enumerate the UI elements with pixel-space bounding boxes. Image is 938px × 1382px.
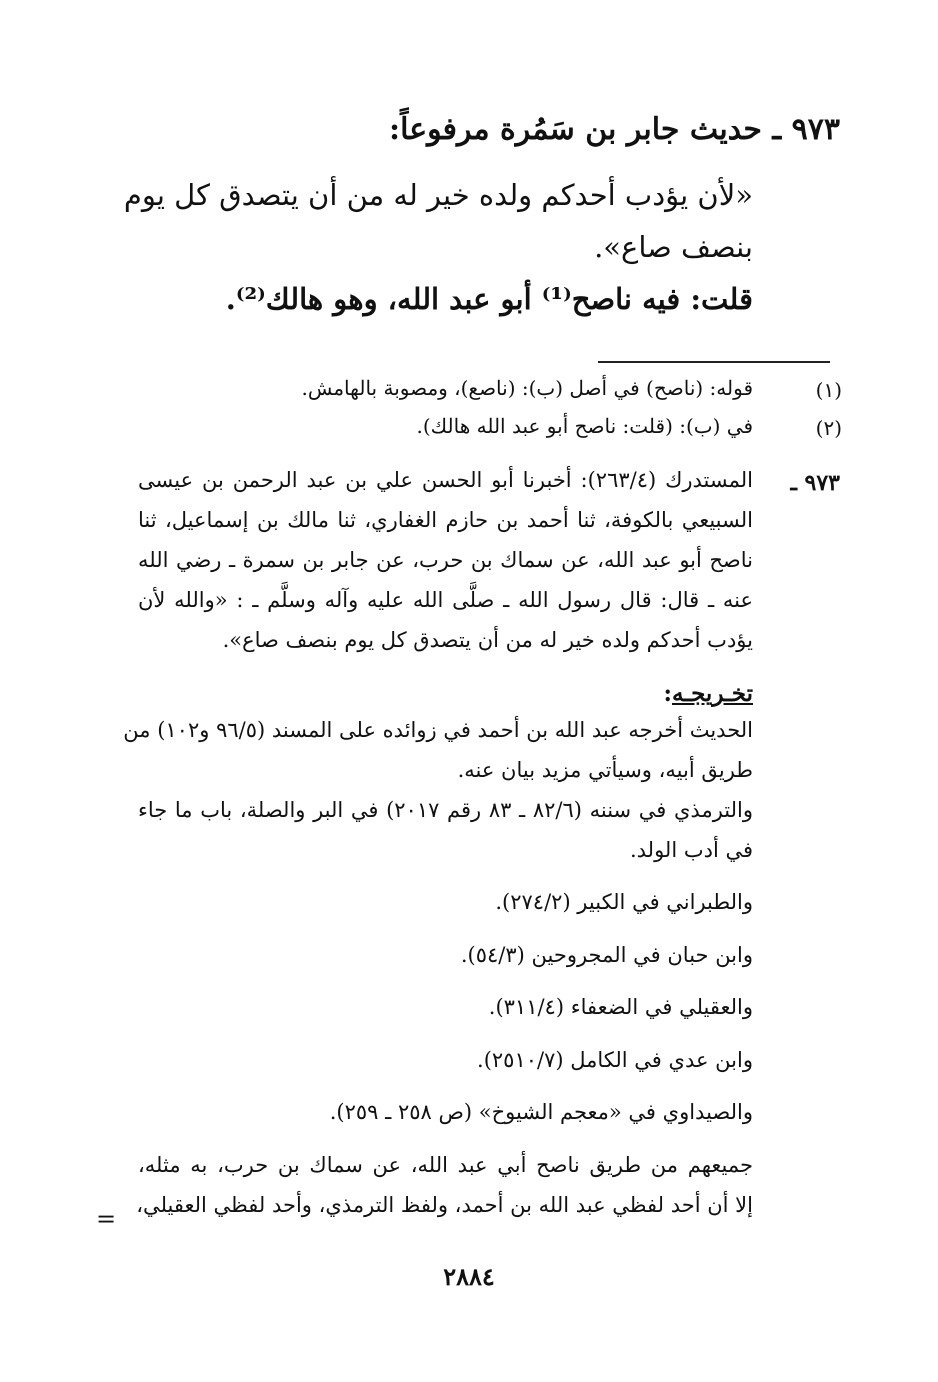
takhrij-line-4: في أدب الولد. xyxy=(629,838,753,862)
takhrij-line-8: وابن عدي في الكامل (٢٥١٠/٧). xyxy=(477,1048,753,1072)
takhrij-heading-colon: : xyxy=(663,680,672,707)
takhrij-line-3: والترمذي في سننه (٨٢/٦ ـ ٨٣ رقم ٢٠١٧) في البر والصلة، باب ما جاء xyxy=(138,798,753,822)
footnote-separator xyxy=(598,361,830,363)
hadith-comment: قلت: فيه ناصح⁽¹⁾ أبو عبد الله، وهو هالك⁽²⁾. xyxy=(225,282,753,316)
takhrij-line-5: والطبراني في الكبير (٢٧٤/٢). xyxy=(495,890,753,914)
takhrij-line-2: طريق أبيه، وسيأتي مزيد بيان عنه. xyxy=(457,758,753,782)
takhrij-line-10: جميعهم من طريق ناصح أبي عبد الله، عن سماك بن حرب، به مثله، xyxy=(138,1153,753,1177)
mustadrak-line-4: عنه ـ قال: قال رسول الله ـ صلَّى الله عليه وآله وسلَّم ـ : «والله لأن xyxy=(138,588,753,612)
takhrij-heading-text: تخـريجـه xyxy=(672,680,753,707)
takhrij-line-9: والصيداوي في «معجم الشيوخ» (ص ٢٥٨ ـ ٢٥٩). xyxy=(329,1100,753,1124)
mustadrak-number: ٩٧٣ ـ xyxy=(790,470,840,496)
takhrij-line-7: والعقيلي في الضعفاء (٣١١/٤). xyxy=(488,995,753,1019)
hadith-heading: ٩٧٣ ـ حديث جابر بن سَمُرة مرفوعاً: xyxy=(389,112,840,147)
footnote-1-number: (١) xyxy=(815,378,842,402)
hadith-text-line-1: «لأن يؤدب أحدكم ولده خير له من أن يتصدق كل يوم xyxy=(123,178,753,212)
takhrij-line-11: إلا أن أحد لفظي عبد الله بن أحمد، ولفظ الترمذي، وأحد لفظي العقيلي، xyxy=(136,1193,753,1217)
page-number: ٢٨٨٤ xyxy=(443,1262,495,1291)
mustadrak-line-3: ناصح أبو عبد الله، عن سماك بن حرب، عن جابر بن سمرة ـ رضي الله xyxy=(138,548,753,572)
mustadrak-line-2: السبيعي بالكوفة، ثنا أحمد بن حازم الغفاري، ثنا مالك بن إسماعيل، ثنا xyxy=(138,508,753,532)
takhrij-heading xyxy=(664,680,754,707)
continuation-mark: = xyxy=(96,1205,117,1233)
footnote-2-number: (٢) xyxy=(815,416,842,440)
mustadrak-line-1: المستدرك (٢٦٣/٤): أخبرنا أبو الحسن علي بن عبد الرحمن بن عيسى xyxy=(138,468,753,492)
footnote-1-text: قوله: (ناصح) في أصل (ب): (ناصع)، ومصوبة بالهامش. xyxy=(301,376,753,400)
takhrij-line-1: الحديث أخرجه عبد الله بن أحمد في زوائده على المسند (٩٦/٥ و١٠٢) من xyxy=(123,718,753,742)
mustadrak-line-5: يؤدب أحدكم ولده خير له من أن يتصدق كل يوم بنصف صاع». xyxy=(222,628,753,652)
hadith-text-line-2: بنصف صاع». xyxy=(594,230,753,264)
takhrij-line-6: وابن حبان في المجروحين (٥٤/٣). xyxy=(460,943,753,967)
footnote-2-text: في (ب): (قلت: ناصح أبو عبد الله هالك). xyxy=(416,414,753,438)
